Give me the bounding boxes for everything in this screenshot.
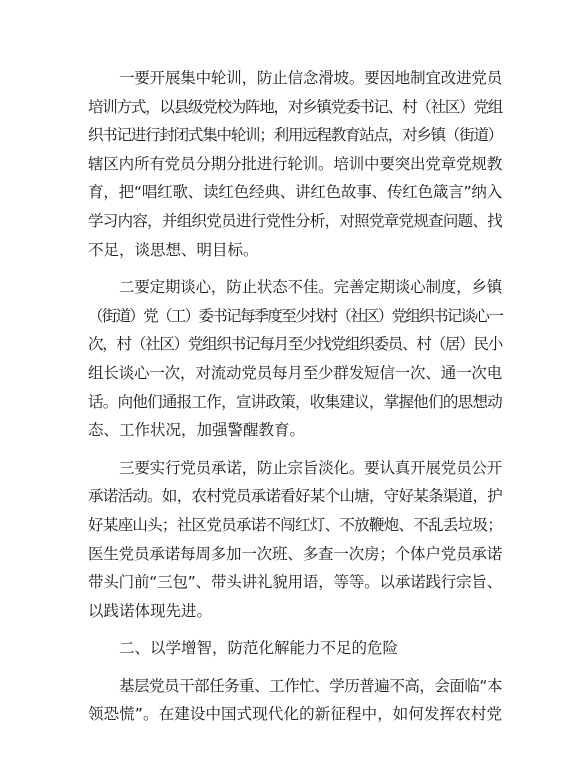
text-line: 次，村（社区）党组织书记每月至少找党组织委员、村（居）民小 — [88, 335, 502, 354]
text-line: 育，把“唱红歌、读红色经典、讲红色故事、传红色箴言”纳入 — [88, 183, 502, 202]
text-line: 培训方式，以县级党校为阵地，对乡镇党委书记、村（社区）党组 — [88, 97, 502, 116]
paragraph-centralized-training — [88, 64, 502, 264]
paragraph-capability — [88, 672, 502, 729]
text-line: 组长谈心一次，对流动党员每月至少群发短信一次、通一次电 — [88, 363, 502, 382]
paragraph-member-pledge — [88, 454, 502, 626]
text-line: 辖区内所有党员分期分批进行轮训。培训中要突出党章党规教 — [88, 154, 502, 173]
text-line: 承诺活动。如，农村党员承诺看好某个山塘，守好某条渠道，护 — [88, 487, 502, 506]
section-heading-text: 二、以学增智，防范化解能力不足的危险 — [119, 639, 399, 658]
text-line: 基层党员干部任务重、工作忙、学历普遍不高，会面临“本 — [119, 676, 502, 695]
text-line: 三要实行党员承诺，防止宗旨淡化。要认真开展党员公开 — [119, 458, 502, 477]
text-line: 学习内容，并组织党员进行党性分析，对照党章党规查问题、找 — [88, 211, 502, 230]
text-line: 好某座山头；社区党员承诺不闯红灯、不放鞭炮、不乱丢垃圾； — [88, 515, 502, 534]
text-line: （街道）党（工）委书记每季度至少找村（社区）党组织书记谈心一 — [88, 306, 502, 325]
document-body — [88, 64, 502, 738]
section-heading — [88, 634, 502, 663]
text-line: 带头门前“三包”、带头讲礼貌用语，等等。以承诺践行宗旨、 — [88, 573, 502, 592]
paragraph-regular-talks — [88, 273, 502, 445]
text-line: 领恐慌”。在建设中国式现代化的新征程中，如何发挥农村党 — [88, 705, 502, 724]
text-line: 态、工作状况，加强警醒教育。 — [88, 421, 306, 440]
text-line: 织书记进行封闭式集中轮训；利用远程教育站点，对乡镇（街道） — [88, 126, 502, 145]
text-line: 以践诺体现先进。 — [88, 601, 213, 620]
text-line: 二要定期谈心，防止状态不佳。完善定期谈心制度，乡镇 — [119, 278, 502, 297]
text-line: 医生党员承诺每周多加一次班、多查一次房；个体户党员承诺 — [88, 544, 502, 563]
text-line: 话。向他们通报工作，宣讲政策，收集建议，掌握他们的思想动 — [88, 392, 502, 411]
text-line: 不足，谈思想、明目标。 — [88, 240, 259, 259]
text-line: 一要开展集中轮训，防止信念滑坡。要因地制宜改进党员 — [119, 69, 502, 87]
